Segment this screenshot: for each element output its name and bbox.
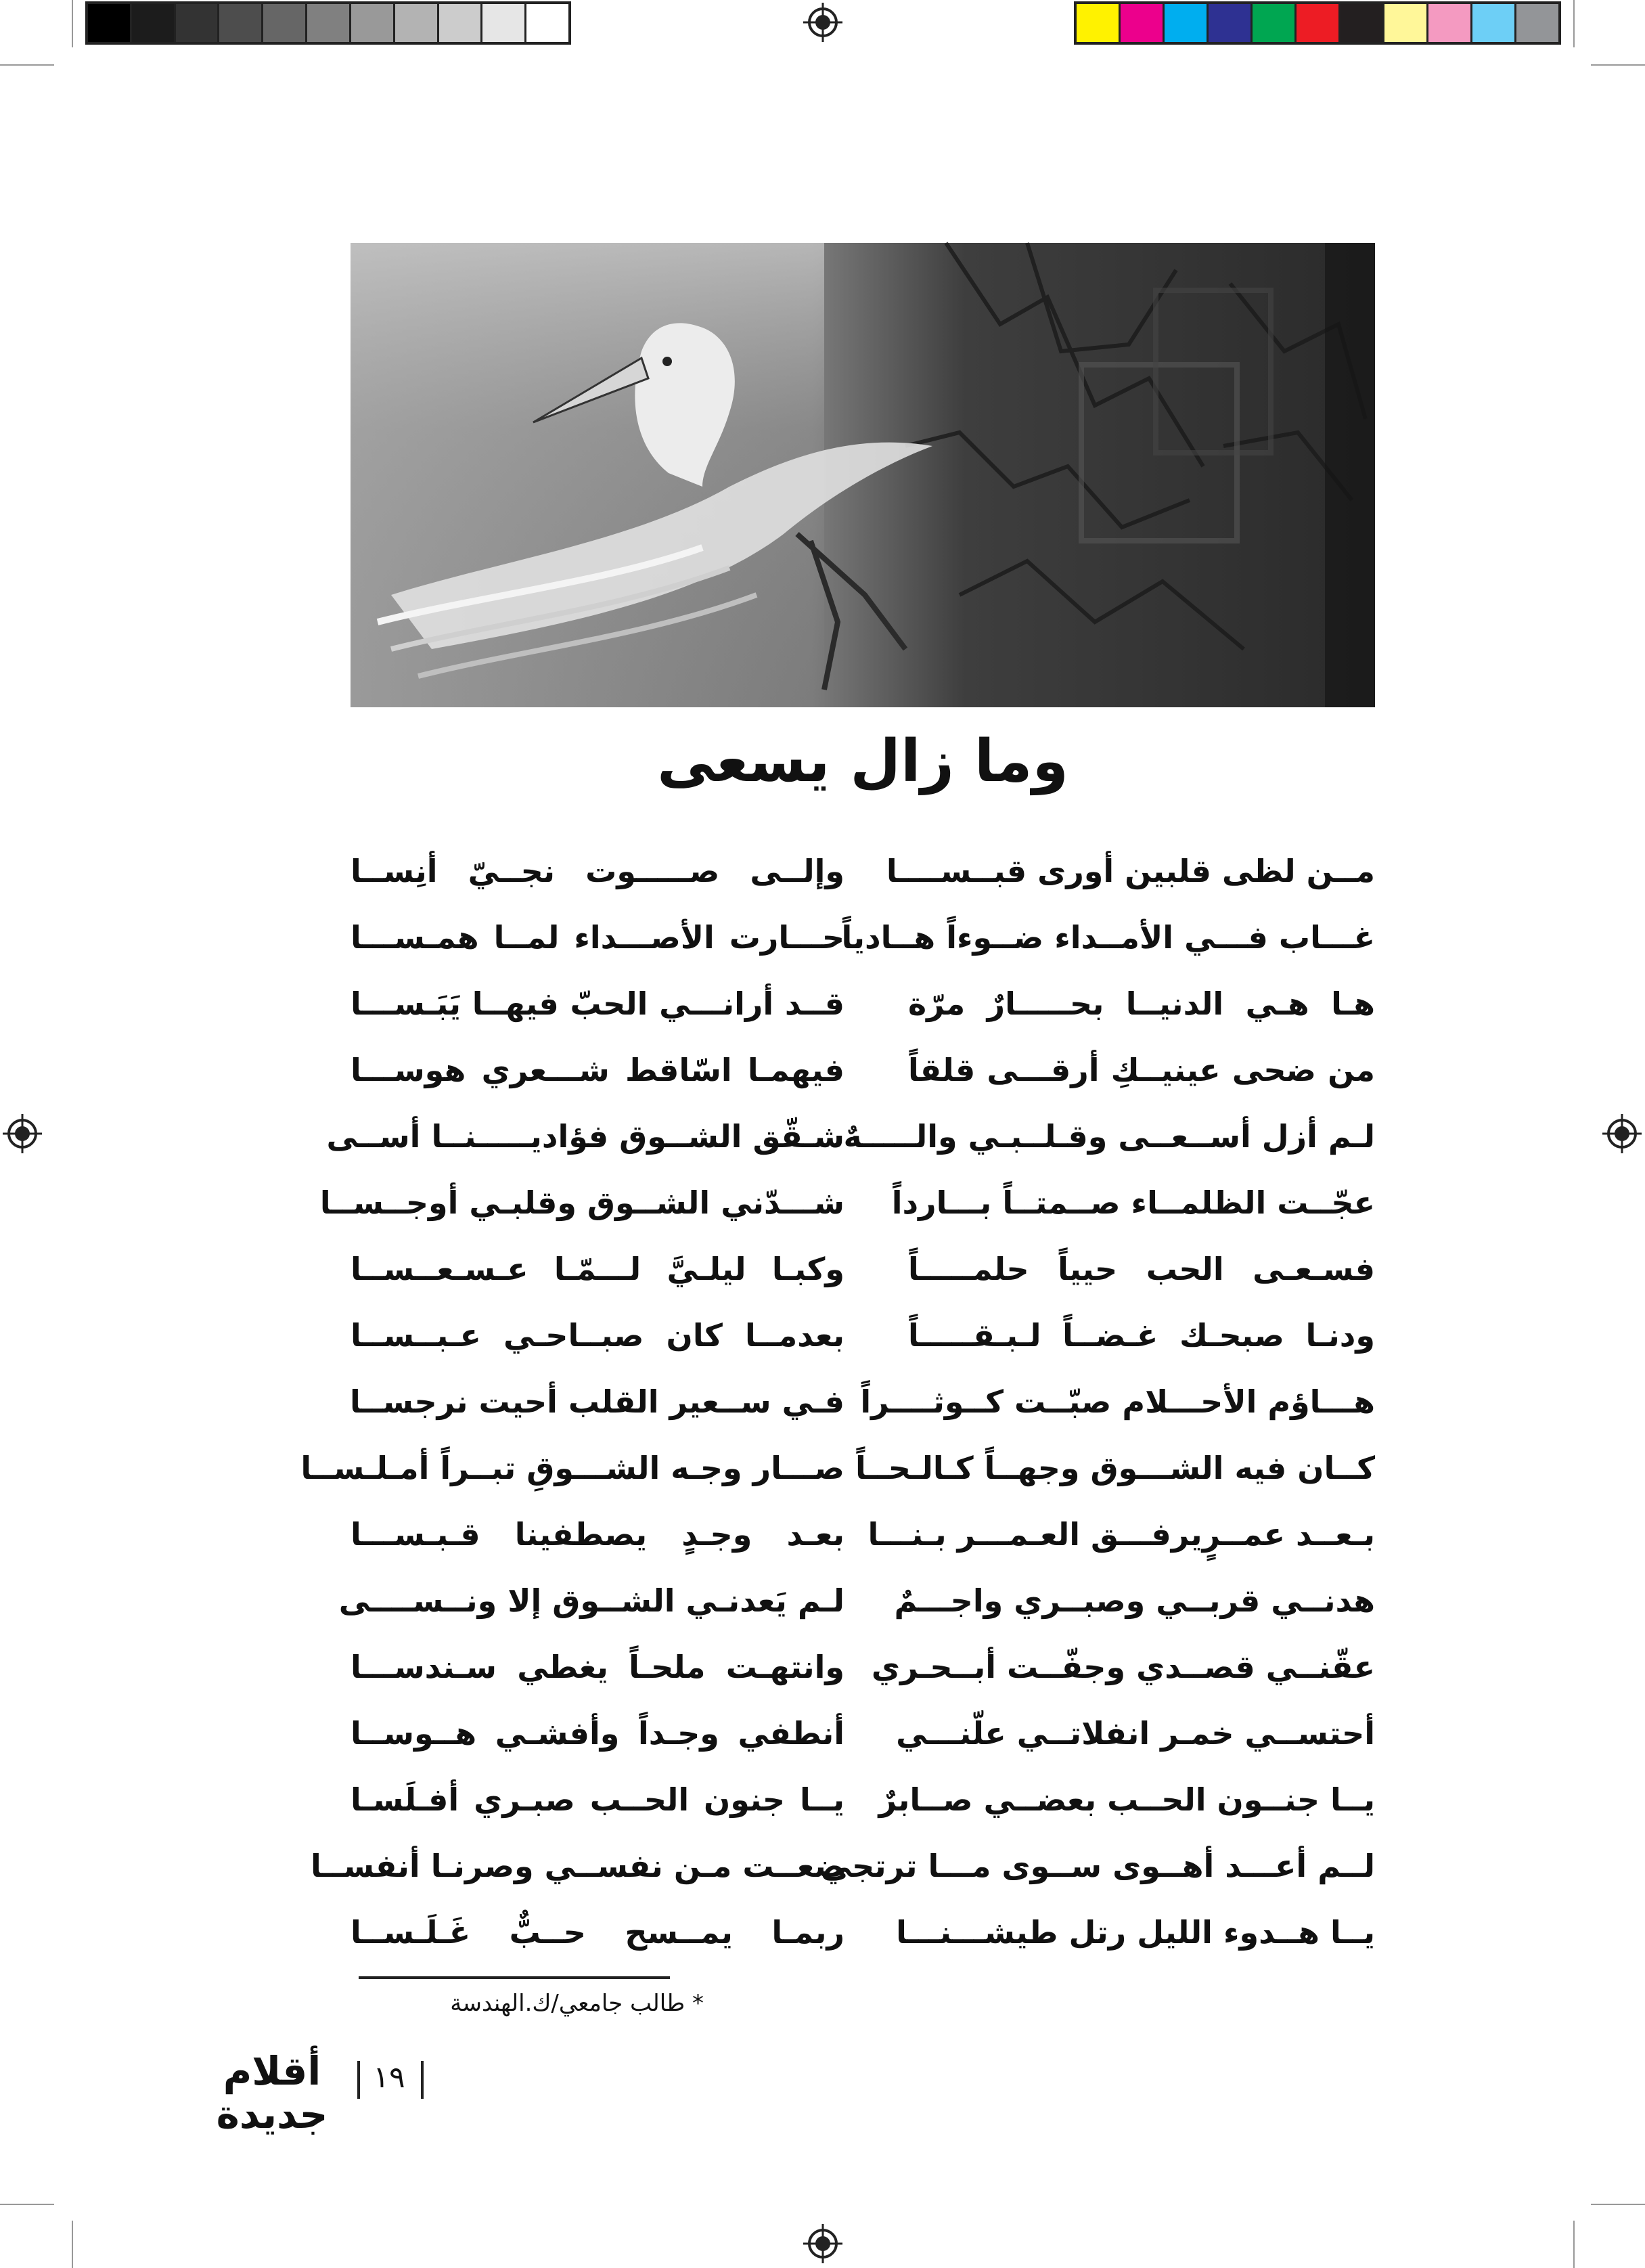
verse-first-hemistich: لــم أعـــد أهــوى ســوى مـــا ترتجي [820, 1848, 1375, 1884]
color-swatch [1428, 4, 1472, 42]
color-swatch [439, 4, 483, 42]
verse-first-hemistich: يــا جنــون الحــب بعضــي صــابرٌ [878, 1781, 1375, 1818]
color-swatch [88, 4, 132, 42]
verse-first-hemistich: فسـعـى الحب حيياً حلمـــــاً [908, 1251, 1375, 1287]
verse-second-hemistich: بعـد وجـدٍ يصطفينا قـبـســـا [351, 1516, 844, 1553]
verse-first-hemistich: من ضحى عينيــكِ أرقـــى قلقاً [908, 1052, 1375, 1088]
logo-line-1: أقلام [223, 2048, 321, 2094]
registration-mark-right-icon [1602, 1114, 1642, 1153]
color-swatch [263, 4, 307, 42]
verse-first-hemistich: هدنــي قربــي وصبــري واجـــمٌ [894, 1582, 1375, 1619]
registration-mark-bottom-icon [803, 2224, 842, 2263]
verse-second-hemistich: لـم يَعدنـي الشــوق إلا ونــســــى [338, 1582, 844, 1619]
verse-second-hemistich: فـي ســعير القلب أحيت نرجســا [349, 1383, 844, 1420]
verse-first-hemistich: غـــاب فـــي الأمــداء ضــوءاً هــادياً [841, 919, 1375, 956]
color-swatch [1340, 4, 1384, 42]
verse-first-hemistich: ودنـا صبحـك غـضــاً لـبـقـــــاً [908, 1317, 1375, 1354]
magazine-logo [198, 2049, 346, 2137]
poem-title: وما زال يسعى [657, 728, 1068, 795]
crop-mark [1573, 2221, 1575, 2268]
verse-second-hemistich: شـقّق الشــوق فؤاديـــــنــا أســى [326, 1118, 844, 1155]
color-swatch [307, 4, 351, 42]
verse-second-hemistich: شـــدّني الشــوق وقلبـي أوجــســا [319, 1184, 844, 1221]
verse-second-hemistich: ربمـا يمــسح حــبٌّ غَـلَـســا [351, 1914, 844, 1951]
verse-second-hemistich: قــد أرانـــي الحبّ فيهــا يَبَـســـا [351, 985, 844, 1022]
verse-first-hemistich: عقّنــي قصــدي وجفّــت أبــحـري [871, 1649, 1375, 1685]
registration-mark-top-icon [803, 3, 842, 42]
color-swatch [1384, 4, 1428, 42]
verse-second-hemistich: بعدمــا كان صبــاحـي عـبــســا [351, 1317, 844, 1354]
verse-first-hemistich: بـعــد عمــرٍيرفـــق العـمـــر بـنـــا [867, 1516, 1375, 1553]
verse-first-hemistich: هـــاؤم الأحـــلام صبّــت كــوثــــراً [860, 1383, 1375, 1420]
verse-second-hemistich: فيهمـا اسّاقط شـــعري هوســـا [351, 1052, 844, 1088]
page-number-divider [421, 2061, 424, 2099]
footnote-divider [359, 1976, 670, 1979]
verse-second-hemistich: ضعــت مـن نفســي وصرنـا أنفســا [311, 1848, 844, 1884]
crop-mark [1591, 64, 1645, 66]
crop-mark [72, 0, 73, 47]
color-swatch [1077, 4, 1121, 42]
logo-line-2: جديدة [216, 2091, 328, 2137]
verse-first-hemistich: كــان فيه الشـــوق وجهــاً كـالـحــاً [855, 1450, 1375, 1486]
verse-second-hemistich: صـــار وجـه الشـــوقِ تبــراً أمـلـســا [300, 1450, 844, 1486]
crop-mark [1573, 0, 1575, 47]
color-swatch [1121, 4, 1165, 42]
author-footnote: * طالب جامعي/ك.الهندسة [450, 1990, 704, 2017]
verse-second-hemistich: وإلــى صـــــوت نجــيّ أنِســا [351, 853, 844, 889]
verse-first-hemistich: مــن لظى قلبين أورى قبــســــا [886, 853, 1375, 889]
verse-first-hemistich: هـا هـي الدنيــا بحـــــارٌ مرّة [908, 985, 1375, 1022]
crop-mark [0, 2204, 54, 2205]
verse-second-hemistich: وكبـا ليلـيَّ لـــمّـا عـسـعــســا [351, 1251, 844, 1287]
page-number-divider [357, 2061, 360, 2099]
color-swatch [132, 4, 176, 42]
verse-second-hemistich: حـــارت الأصـــداء لمــا همـســـا [351, 919, 844, 956]
grayscale-color-bar [85, 1, 571, 45]
color-swatch [176, 4, 220, 42]
verse-second-hemistich: أنطفي وجـداً وأفشـي هــوســا [351, 1715, 844, 1752]
color-swatch [1165, 4, 1209, 42]
verse-second-hemistich: وانتهـت ملحـاً يغطي سـندســـا [351, 1649, 844, 1685]
color-swatch [482, 4, 526, 42]
verse-first-hemistich: أحتســي خمـر انفلاتــي علّنـــي [896, 1715, 1375, 1752]
crop-mark [1591, 2204, 1645, 2205]
color-swatch [1253, 4, 1297, 42]
registration-mark-left-icon [3, 1114, 42, 1153]
color-swatch [1516, 4, 1558, 42]
color-swatch [1209, 4, 1253, 42]
heron-painting-image [351, 243, 1375, 707]
verse-first-hemistich: يــا هــدوء الليل رتل طيشـــنـــا [896, 1914, 1375, 1951]
verse-first-hemistich: عجّــت الظلمــاء صــمتــاً بـــارداً [891, 1184, 1375, 1221]
verse-first-hemistich: لـم أزل أســعــى وقـلــبـي والـــــهٌ [843, 1118, 1375, 1155]
color-swatch [526, 4, 568, 42]
verse-second-hemistich: يــا جنون الحــب صبـري أفـلَسـا [351, 1781, 844, 1818]
color-swatch [1472, 4, 1516, 42]
crop-mark [72, 2221, 73, 2268]
color-swatch [395, 4, 439, 42]
crop-mark [0, 64, 54, 66]
color-swatch [351, 4, 395, 42]
process-color-bar [1074, 1, 1561, 45]
page-number: ١٩ [373, 2060, 405, 2095]
color-swatch [1297, 4, 1340, 42]
color-swatch [219, 4, 263, 42]
